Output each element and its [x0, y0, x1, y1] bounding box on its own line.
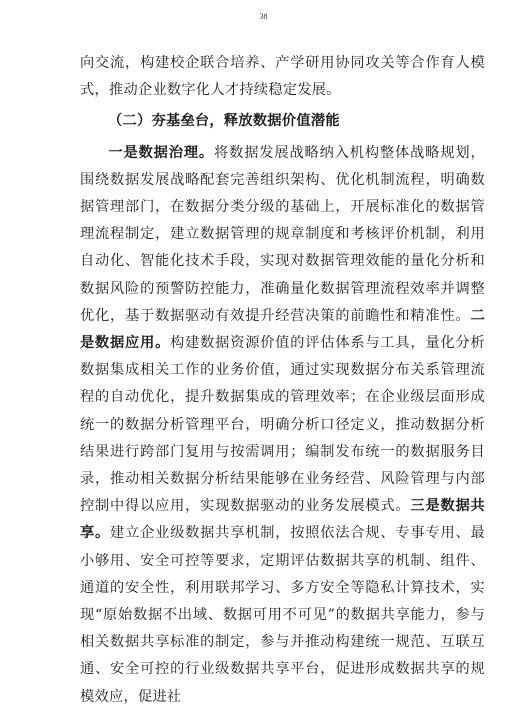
text-data-sharing: 建立企业级数据共享机制，按照依法合规、专事专用、最小够用、安全可控等要求，定期评估数据共享的机制、组件、通道的安全性，利用联邦学习、多方安全等隐私计算技术，实现“原始数据不出域、数据可用不可见”的数据共享能力，参与相关数据共享标准的制定，参与并推动构建统一规范、互联互通、安全可控的行业级数据共享平台，促进形成数据共享的规模效应，促进社: [80, 525, 485, 705]
intro-paragraph: 向交流，构建校企联合培养、产学研用协同攻关等合作育人模式，推动企业数字化人才持续稳定发展。: [80, 55, 485, 99]
lead-data-sharing: 三是数据共享。: [80, 498, 485, 542]
main-paragraph: [80, 140, 485, 711]
text-data-application: 构建数据资源价值的评估体系与工具，量化分析数据集成相关工作的业务价值，通过实现数据分布关系管理流程的自动优化，提升数据集成的管理效率；在企业级层面形成统一的数据分析管理平台，明确分析口径定义，推动数据分析结果进行跨部门复用与按需调用；编制发布统一的数据服务目录，推动相关数据分析结果能够在业务经营、风险管理与内部控制中得以应用，实现数据驱动的业务发展模式。: [80, 335, 485, 515]
text-data-governance: 将数据发展战略纳入机构整体战略规划，围绕数据发展战略配套完善组织架构、优化机制流程，明确数据管理部门，在数据分类分级的基础上，开展标准化的数据管理流程制定，建立数据管理的规章制度和考核评价机制，利用自动化、智能化技术手段，实现对数据管理效能的量化分析和数据风险的预警防控能力，准确量化数据管理流程效率并调整优化，基于数据驱动有效提升经营决策的前瞻性和精准性。: [80, 144, 485, 324]
lead-data-application: 二是数据应用。: [80, 307, 485, 352]
lead-data-governance: 一是数据治理。: [108, 144, 215, 161]
page-number: 38: [259, 12, 268, 21]
document-body: [80, 50, 485, 711]
section-heading: （二）夯基垒台，释放数据价值潜能: [108, 113, 340, 130]
